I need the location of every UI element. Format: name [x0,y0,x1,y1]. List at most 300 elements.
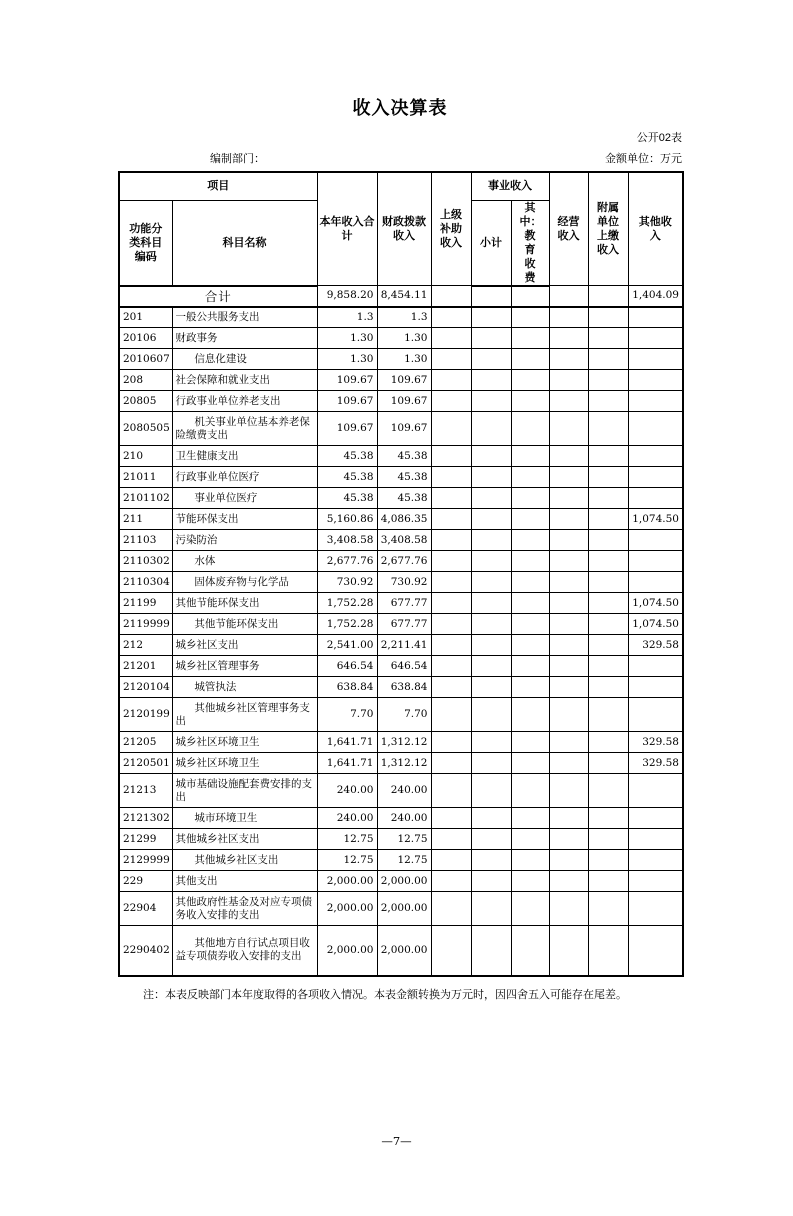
row-value [431,829,471,850]
row-code: 2120104 [119,677,172,698]
row-value [549,774,588,808]
row-value [511,892,549,926]
row-name: 其他政府性基金及对应专项债务收入安排的支出 [172,892,317,926]
row-value: 45.38 [377,446,431,467]
row-value: 677.77 [377,593,431,614]
row-name: 节能环保支出 [172,509,317,530]
table-row [119,635,683,656]
row-value: 1,312.12 [377,753,431,774]
row-value [511,328,549,349]
row-code: 229 [119,871,172,892]
row-value [511,572,549,593]
row-code: 211 [119,509,172,530]
table-row [119,892,683,926]
page-title: 收入决算表 [352,98,448,118]
row-value [588,467,628,488]
row-value: 1,752.28 [317,614,377,635]
row-value [471,593,511,614]
row-value [588,871,628,892]
income-final-accounts-table [118,171,684,977]
row-value: 240.00 [317,808,377,829]
row-value [588,370,628,391]
row-code: 208 [119,370,172,391]
row-value [431,446,471,467]
row-value [511,753,549,774]
row-code: 2010607 [119,349,172,370]
row-name: 其他节能环保支出 [172,593,317,614]
row-value: 638.84 [377,677,431,698]
row-value [431,349,471,370]
row-value: 1.30 [317,349,377,370]
row-value [471,307,511,328]
row-value [588,808,628,829]
header-affiliated-remit: 附属单位上缴收入 [588,172,628,286]
row-value [588,412,628,446]
row-value [471,732,511,753]
header-business-income: 事业收入 [471,172,549,200]
table-row [119,551,683,572]
table-row [119,808,683,829]
row-value [549,593,588,614]
row-value [549,467,588,488]
row-value [471,926,511,976]
row-value [511,698,549,732]
row-name: 事业单位医疗 [172,488,317,509]
header-fiscal-appropriation: 财政拨款收入 [377,172,431,286]
row-value: 45.38 [317,446,377,467]
row-value: 646.54 [377,656,431,677]
table-row [119,370,683,391]
row-value: 12.75 [377,850,431,871]
row-value: 1.3 [317,307,377,328]
row-name: 其他城乡社区管理事务支出 [172,698,317,732]
row-code: 210 [119,446,172,467]
row-name: 固体废弃物与化学品 [172,572,317,593]
row-value: 12.75 [317,829,377,850]
row-code: 2121302 [119,808,172,829]
table-row [119,926,683,976]
row-value [628,412,683,446]
row-value [511,677,549,698]
row-value: 45.38 [317,467,377,488]
row-value: 3,408.58 [317,530,377,551]
row-value [549,412,588,446]
row-value [471,488,511,509]
row-name: 城乡社区环境卫生 [172,753,317,774]
row-value [471,572,511,593]
row-value: 1,641.71 [317,732,377,753]
row-value: 12.75 [377,829,431,850]
row-value [431,926,471,976]
row-value [588,286,628,307]
table-row [119,614,683,635]
prepared-by-label: 编制部门： [210,153,265,165]
header-subtotal: 小计 [471,200,511,286]
row-value: 1.30 [317,328,377,349]
row-name: 城乡社区环境卫生 [172,732,317,753]
row-value: 646.54 [317,656,377,677]
row-code: 21205 [119,732,172,753]
row-value [549,551,588,572]
row-value [588,328,628,349]
row-title: 合计 [119,286,317,307]
row-value: 1,641.71 [317,753,377,774]
row-value [588,892,628,926]
row-value: 240.00 [377,808,431,829]
row-value [588,774,628,808]
row-value: 1,074.50 [628,593,683,614]
row-value [471,614,511,635]
row-code: 21299 [119,829,172,850]
row-value [549,530,588,551]
row-value [511,871,549,892]
row-value: 638.84 [317,677,377,698]
row-value [628,774,683,808]
row-value [471,509,511,530]
row-name: 行政事业单位养老支出 [172,391,317,412]
row-code: 20106 [119,328,172,349]
row-value [431,656,471,677]
row-name: 机关事业单位基本养老保险缴费支出 [172,412,317,446]
row-value: 109.67 [377,370,431,391]
row-value [588,307,628,328]
row-name: 卫生健康支出 [172,446,317,467]
row-value [431,593,471,614]
row-code: 21201 [119,656,172,677]
row-value: 2,000.00 [377,871,431,892]
row-value [511,635,549,656]
row-value [511,732,549,753]
row-code: 21213 [119,774,172,808]
row-value [549,698,588,732]
row-value: 45.38 [377,488,431,509]
row-value [431,530,471,551]
row-value: 2,000.00 [377,892,431,926]
row-value: 45.38 [377,467,431,488]
row-code: 212 [119,635,172,656]
row-value [628,572,683,593]
row-value [588,677,628,698]
row-value [471,467,511,488]
row-value [549,732,588,753]
row-value: 109.67 [317,412,377,446]
header-superior-subsidy: 上级补助收入 [431,172,471,286]
header-year-total: 本年收入合计 [317,172,377,286]
row-value [511,370,549,391]
row-value [511,467,549,488]
row-value [471,286,511,307]
row-name: 城市环境卫生 [172,808,317,829]
row-value [431,808,471,829]
row-value [588,509,628,530]
row-value: 1,074.50 [628,614,683,635]
row-value: 730.92 [377,572,431,593]
row-value [511,808,549,829]
row-code: 2110302 [119,551,172,572]
row-value [511,593,549,614]
row-value [471,677,511,698]
table-row [119,850,683,871]
row-value: 677.77 [377,614,431,635]
table-row [119,698,683,732]
row-name: 城市基础设施配套费安排的支出 [172,774,317,808]
row-value [628,829,683,850]
header-function-code: 功能分类科目编码 [119,200,172,286]
row-value: 2,541.00 [317,635,377,656]
row-value [588,732,628,753]
row-value: 329.58 [628,635,683,656]
row-value [549,753,588,774]
row-value [471,808,511,829]
row-code: 201 [119,307,172,328]
row-value [628,488,683,509]
row-value [431,328,471,349]
row-value [549,286,588,307]
row-value [549,572,588,593]
table-row [119,446,683,467]
row-value [471,391,511,412]
row-value [588,753,628,774]
row-value: 730.92 [317,572,377,593]
row-value: 45.38 [317,488,377,509]
row-value [628,328,683,349]
row-value: 329.58 [628,732,683,753]
row-value [549,635,588,656]
row-value [431,753,471,774]
row-value: 2,677.76 [377,551,431,572]
row-value [588,635,628,656]
row-value [431,412,471,446]
row-code: 21103 [119,530,172,551]
row-value: 1,074.50 [628,509,683,530]
row-value [588,850,628,871]
row-value [628,530,683,551]
row-value [511,488,549,509]
row-value: 1,404.09 [628,286,683,307]
header-subject-name: 科目名称 [172,200,317,286]
row-code: 2119999 [119,614,172,635]
row-value [511,829,549,850]
row-value [511,656,549,677]
row-name: 行政事业单位医疗 [172,467,317,488]
row-value: 109.67 [377,412,431,446]
row-value [471,774,511,808]
row-name: 一般公共服务支出 [172,307,317,328]
row-value [549,677,588,698]
row-value: 1,752.28 [317,593,377,614]
row-value [471,829,511,850]
row-name: 城管执法 [172,677,317,698]
row-value [511,349,549,370]
row-value [628,307,683,328]
row-value [511,509,549,530]
row-value [431,635,471,656]
row-value: 12.75 [317,850,377,871]
table-row [119,412,683,446]
row-value [588,349,628,370]
page-number: —7— [381,1134,412,1148]
table-row [119,530,683,551]
row-value [588,614,628,635]
row-value: 2,000.00 [317,892,377,926]
row-value [549,391,588,412]
row-name: 污染防治 [172,530,317,551]
row-value [549,328,588,349]
row-name: 其他节能环保支出 [172,614,317,635]
table-row [119,349,683,370]
row-value [431,698,471,732]
row-value [628,391,683,412]
row-code: 2110304 [119,572,172,593]
row-value [549,829,588,850]
header-project: 项目 [119,172,317,200]
row-value [549,926,588,976]
row-value [549,307,588,328]
row-value [471,412,511,446]
table-body [119,286,683,976]
row-name: 财政事务 [172,328,317,349]
table-row [119,871,683,892]
row-value [471,656,511,677]
row-value [431,286,471,307]
row-value: 109.67 [317,391,377,412]
row-value [549,656,588,677]
row-value [431,871,471,892]
row-value: 2,000.00 [317,926,377,976]
row-value [588,391,628,412]
row-name: 城乡社区管理事务 [172,656,317,677]
row-value [471,349,511,370]
row-value [471,892,511,926]
row-value [549,509,588,530]
row-value [431,488,471,509]
row-value [431,677,471,698]
summary-row [119,286,683,307]
row-value [511,926,549,976]
row-value [628,446,683,467]
row-value [628,698,683,732]
row-value: 9,858.20 [317,286,377,307]
row-value [588,488,628,509]
row-value [628,551,683,572]
table-row [119,488,683,509]
row-value: 2,211.41 [377,635,431,656]
row-name: 城乡社区支出 [172,635,317,656]
row-value [511,530,549,551]
row-value [431,370,471,391]
row-value [511,412,549,446]
row-value [431,572,471,593]
row-value [588,829,628,850]
row-value [511,850,549,871]
row-value [471,370,511,391]
footnote: 注：本表反映部门本年度取得的各项收入情况。本表金额转换为万元时，因四舍五入可能存在尾差。 [143,987,627,1001]
row-code: 2129999 [119,850,172,871]
row-value [511,614,549,635]
row-value [628,871,683,892]
row-name: 其他城乡社区支出 [172,850,317,871]
row-value [628,926,683,976]
table-row [119,732,683,753]
row-value [588,656,628,677]
table-row [119,774,683,808]
row-value [549,446,588,467]
row-value [628,370,683,391]
row-value: 109.67 [377,391,431,412]
row-name: 其他支出 [172,871,317,892]
row-value [628,467,683,488]
row-value [471,551,511,572]
row-value [549,488,588,509]
row-value: 1.30 [377,328,431,349]
row-value [431,732,471,753]
row-value [588,530,628,551]
row-value: 109.67 [317,370,377,391]
row-value [511,391,549,412]
row-value [628,656,683,677]
row-value [431,467,471,488]
meta-row [118,152,682,166]
row-name: 信息化建设 [172,349,317,370]
row-value [549,370,588,391]
row-value [628,808,683,829]
row-value [588,446,628,467]
row-value: 5,160.86 [317,509,377,530]
row-value [511,551,549,572]
row-code: 2080505 [119,412,172,446]
row-value [471,446,511,467]
row-value [431,892,471,926]
header-other-income: 其他收入 [628,172,683,286]
table-row [119,829,683,850]
table-row [119,467,683,488]
table-row [119,593,683,614]
row-code: 21199 [119,593,172,614]
row-value [431,391,471,412]
row-code: 2290402 [119,926,172,976]
row-value: 240.00 [377,774,431,808]
row-value [549,614,588,635]
table-row [119,753,683,774]
row-value [588,572,628,593]
row-name: 社会保障和就业支出 [172,370,317,391]
row-value [628,850,683,871]
document-page [118,94,682,1002]
table-row [119,328,683,349]
row-value [471,635,511,656]
table-row [119,391,683,412]
row-name: 其他城乡社区支出 [172,829,317,850]
row-value [588,593,628,614]
row-value [549,808,588,829]
row-value [431,551,471,572]
row-name: 其他地方自行试点项目收益专项债券收入安排的支出 [172,926,317,976]
row-value: 240.00 [317,774,377,808]
row-value [471,753,511,774]
row-value [588,698,628,732]
row-value [628,349,683,370]
row-value [628,677,683,698]
row-value: 2,677.76 [317,551,377,572]
table-row [119,509,683,530]
row-value [471,698,511,732]
row-value: 1,312.12 [377,732,431,753]
table-row [119,656,683,677]
row-value [549,349,588,370]
row-value: 7.70 [377,698,431,732]
row-code: 22904 [119,892,172,926]
row-code: 2120501 [119,753,172,774]
